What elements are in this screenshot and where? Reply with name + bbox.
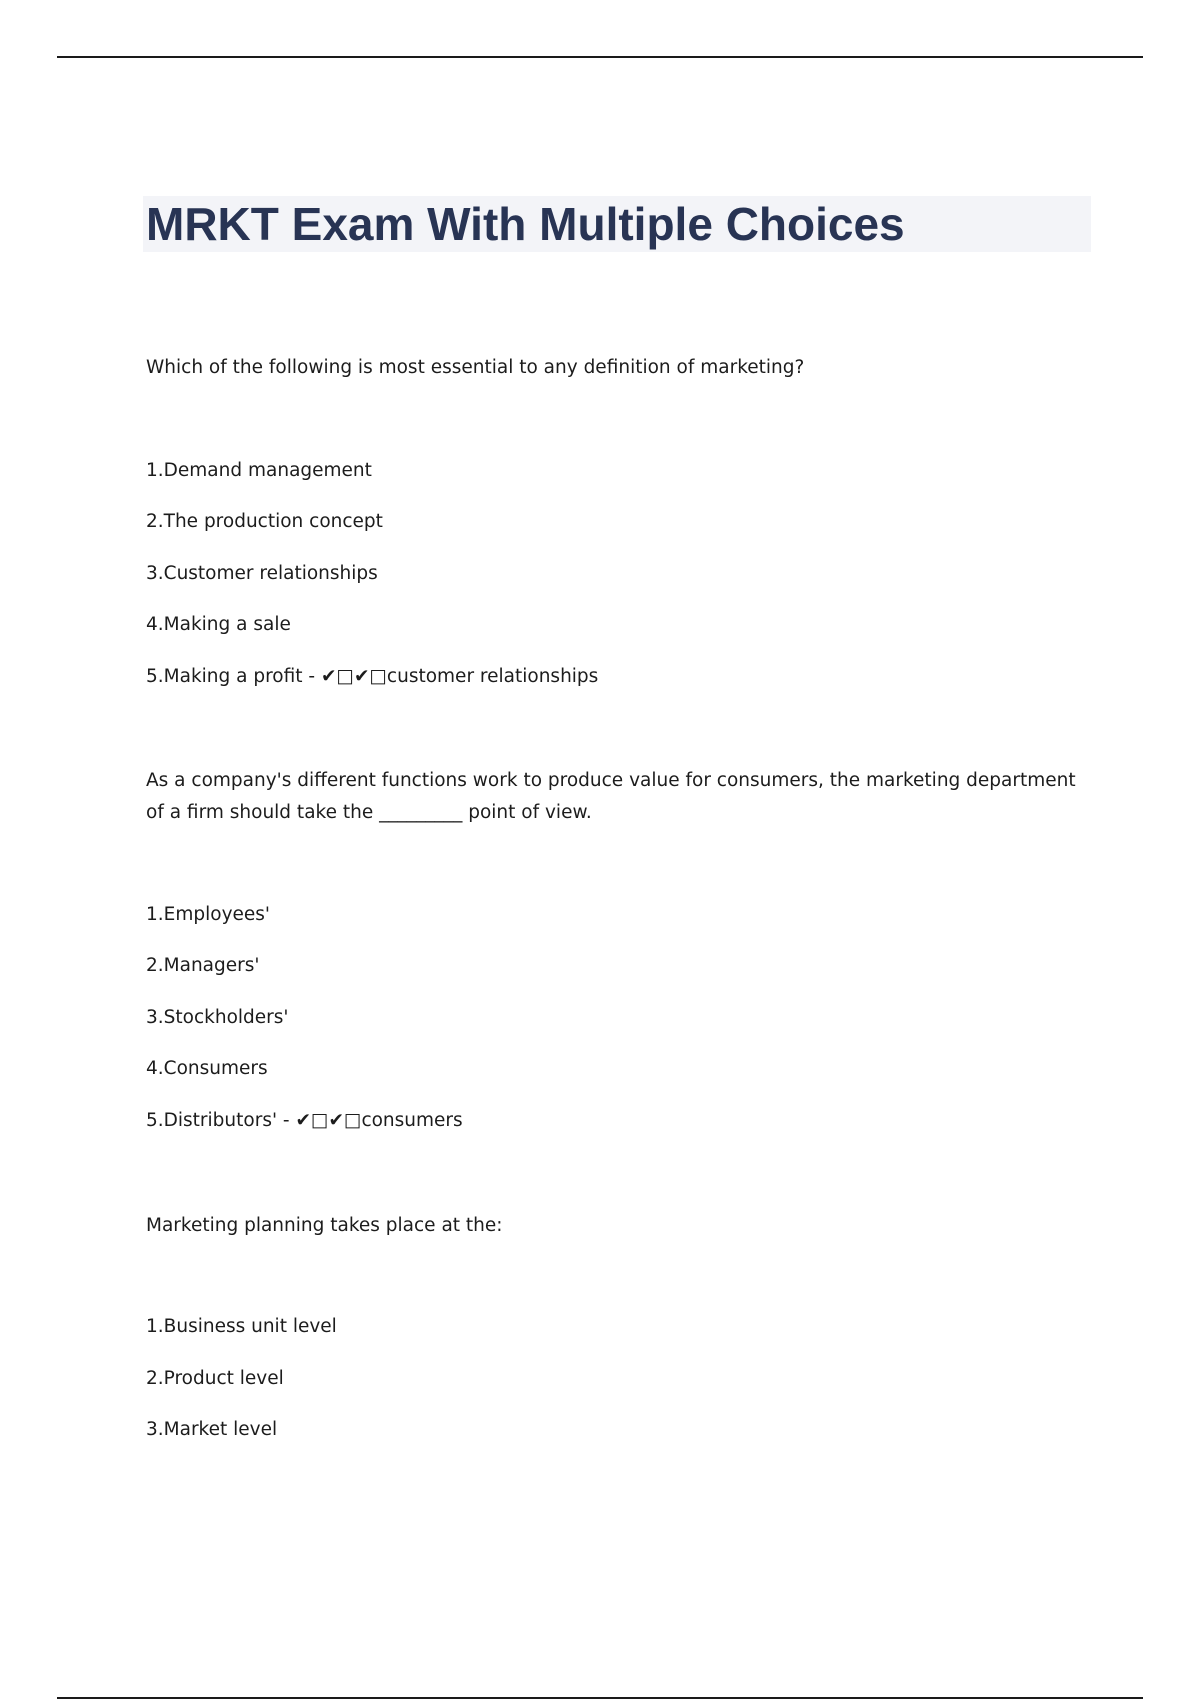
question-3-option-2: 2.Product level <box>146 1368 284 1389</box>
question-3-option-1: 1.Business unit level <box>146 1316 337 1337</box>
document-title: MRKT Exam With Multiple Choices <box>146 198 905 250</box>
question-3: Marketing planning takes place at the: <box>146 1215 503 1236</box>
question-2-option-1: 1.Employees' <box>146 904 270 925</box>
question-3-option-3: 3.Market level <box>146 1419 278 1440</box>
question-1: Which of the following is most essential to any definition of marketing? <box>146 357 805 378</box>
question-2-option-3: 3.Stockholders' <box>146 1007 289 1028</box>
bottom-rule <box>57 1697 1143 1699</box>
top-rule <box>57 56 1143 58</box>
question-1-option-5-answer: 5.Making a profit - ✔□✔□customer relationships <box>146 666 599 687</box>
question-2-option-2: 2.Managers' <box>146 955 260 976</box>
question-1-option-2: 2.The production concept <box>146 511 383 532</box>
question-1-option-1: 1.Demand management <box>146 460 372 481</box>
question-2-option-4: 4.Consumers <box>146 1058 268 1079</box>
question-1-option-4: 4.Making a sale <box>146 614 291 635</box>
question-2: As a company's different functions work to produce value for consumers, the marketing department of a firm should take the _________ point of view. <box>146 770 1076 823</box>
question-1-option-3: 3.Customer relationships <box>146 563 378 584</box>
question-2-option-5-answer: 5.Distributors' - ✔□✔□consumers <box>146 1110 463 1131</box>
